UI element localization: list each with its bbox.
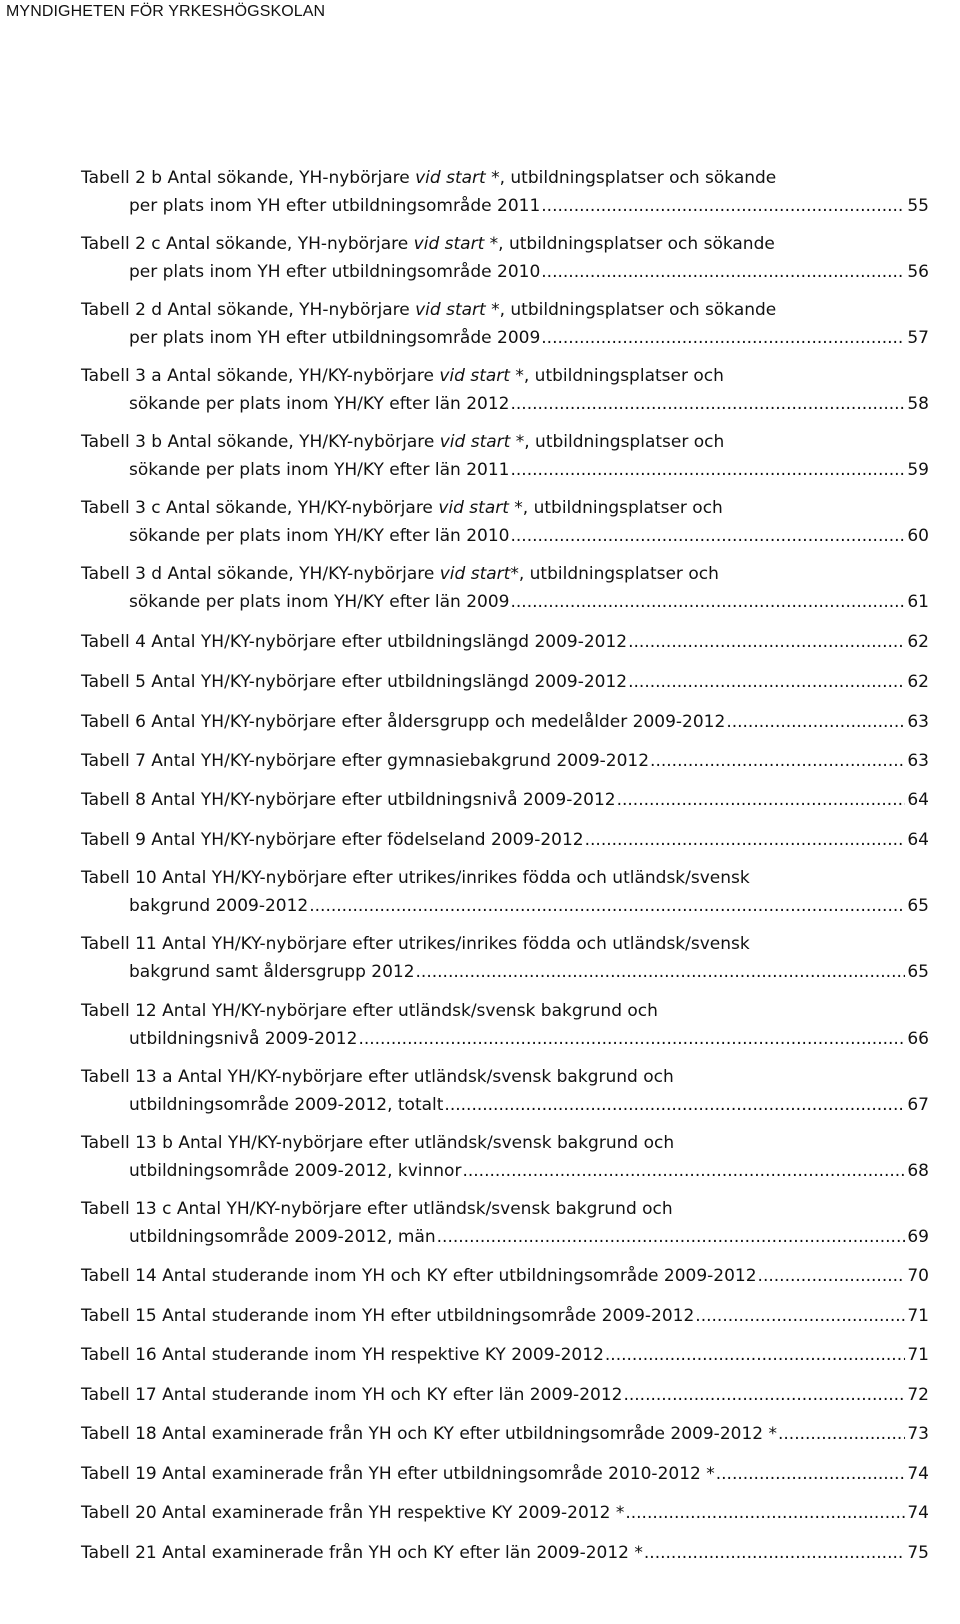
toc-entry-continuation <box>81 328 929 356</box>
toc-entry[interactable] <box>81 790 929 818</box>
toc-entry-text: utbildningsnivå 2009-2012 <box>129 1028 358 1049</box>
toc-entry[interactable] <box>81 1266 929 1294</box>
page-number: 59 <box>907 459 929 480</box>
toc-entry-continuation <box>81 460 929 488</box>
toc-entry-continuation <box>81 962 929 990</box>
toc-entry[interactable] <box>81 168 929 223</box>
page-number: 75 <box>907 1543 929 1563</box>
toc-entry-text: Tabell 6 Antal YH/KY-nybörjare efter åldersgrupp och medelålder 2009-2012 <box>81 712 726 732</box>
leader-dots <box>416 962 906 982</box>
toc-entry-title <box>81 712 929 740</box>
page-number: 58 <box>907 393 929 414</box>
page-number: 62 <box>907 632 929 652</box>
toc-entry-text: Tabell 10 Antal YH/KY-nybörjare efter utrikes/inrikes födda och utländsk/svensk <box>81 868 750 888</box>
leader-dots <box>510 526 905 546</box>
leader-dots <box>695 1306 905 1326</box>
toc-entry-text: Tabell 3 d Antal sökande, YH/KY-nybörjare vid start*, utbildningsplatser och <box>81 564 719 584</box>
toc-entry[interactable] <box>81 1424 929 1452</box>
toc-entry-text: per plats inom YH efter utbildningsområde 2010 <box>129 261 541 282</box>
toc-entry-text: Tabell 5 Antal YH/KY-nybörjare efter utbildningslängd 2009-2012 <box>81 672 628 692</box>
toc-entry-text: Tabell 14 Antal studerande inom YH och KY efter utbildningsområde 2009-2012 <box>81 1266 757 1286</box>
toc-entry-text: bakgrund 2009-2012 <box>129 895 309 916</box>
toc-entry-text: Tabell 4 Antal YH/KY-nybörjare efter utbildningslängd 2009-2012 <box>81 632 628 652</box>
leader-dots <box>585 830 906 850</box>
toc-entry-title <box>81 168 929 196</box>
toc-entry[interactable] <box>81 1001 929 1056</box>
page-number: 72 <box>907 1385 929 1405</box>
toc-entry-title <box>81 1503 929 1531</box>
page-number: 64 <box>907 790 929 810</box>
leader-dots <box>309 896 905 916</box>
toc-entry-text: utbildningsområde 2009-2012, totalt <box>129 1094 444 1115</box>
toc-entry-title <box>81 1543 929 1571</box>
toc-entry-text: Tabell 16 Antal studerande inom YH respektive KY 2009-2012 <box>81 1345 604 1365</box>
page-number: 56 <box>907 261 929 282</box>
toc-entry-text: Tabell 19 Antal examinerade från YH efter utbildningsområde 2010-2012 * <box>81 1464 715 1484</box>
toc-entry-text: Tabell 13 c Antal YH/KY-nybörjare efter utländsk/svensk bakgrund och <box>81 1199 673 1219</box>
toc-entry-text: Tabell 3 b Antal sökande, YH/KY-nybörjare vid start *, utbildningsplatser och <box>81 432 725 452</box>
page-number: 71 <box>907 1306 929 1326</box>
leader-dots <box>510 592 905 612</box>
page-number: 74 <box>907 1464 929 1484</box>
toc-entry-text: sökande per plats inom YH/KY efter län 2011 <box>129 459 510 480</box>
leader-dots <box>617 790 906 810</box>
toc-entry[interactable] <box>81 432 929 487</box>
toc-entry[interactable] <box>81 1385 929 1413</box>
page-number: 55 <box>907 195 929 216</box>
leader-dots <box>758 1266 906 1286</box>
leader-dots <box>644 1543 905 1563</box>
toc-entry-title <box>81 1067 929 1095</box>
toc-entry-text: Tabell 8 Antal YH/KY-nybörjare efter utbildningsnivå 2009-2012 <box>81 790 616 810</box>
leader-dots <box>628 632 905 652</box>
page-number: 63 <box>907 751 929 771</box>
toc-entry[interactable] <box>81 632 929 660</box>
toc-entry-text: Tabell 13 b Antal YH/KY-nybörjare efter utländsk/svensk bakgrund och <box>81 1133 675 1153</box>
page-number: 69 <box>907 1226 929 1247</box>
toc-entry[interactable] <box>81 868 929 923</box>
leader-dots <box>358 1029 905 1049</box>
toc-entry-continuation <box>81 1095 929 1123</box>
toc-entry-title <box>81 830 929 858</box>
toc-entry-text: Tabell 3 a Antal sökande, YH/KY-nybörjare vid start *, utbildningsplatser och <box>81 366 724 386</box>
toc-entry[interactable] <box>81 1067 929 1122</box>
toc-entry-title <box>81 1345 929 1373</box>
toc-entry-title <box>81 432 929 460</box>
toc-entry[interactable] <box>81 1503 929 1531</box>
toc-entry-text: bakgrund samt åldersgrupp 2012 <box>129 961 415 982</box>
toc-entry[interactable] <box>81 1306 929 1334</box>
toc-entry-text: sökande per plats inom YH/KY efter län 2010 <box>129 525 510 546</box>
toc-entry[interactable] <box>81 498 929 553</box>
toc-entry-text: Tabell 18 Antal examinerade från YH och KY efter utbildningsområde 2009-2012 * <box>81 1424 777 1444</box>
toc-entry[interactable] <box>81 1199 929 1254</box>
toc-entry-title <box>81 751 929 779</box>
toc-entry-text: utbildningsområde 2009-2012, män <box>129 1226 436 1247</box>
toc-entry-text: sökande per plats inom YH/KY efter län 2009 <box>129 591 510 612</box>
toc-entry-text: Tabell 3 c Antal sökande, YH/KY-nybörjare vid start *, utbildningsplatser och <box>81 498 723 518</box>
leader-dots <box>510 394 905 414</box>
toc-entry-title <box>81 366 929 394</box>
toc-entry-title <box>81 1306 929 1334</box>
toc-entry[interactable] <box>81 672 929 700</box>
toc-entry-continuation <box>81 196 929 224</box>
page-number: 65 <box>907 895 929 916</box>
toc-entry-continuation <box>81 526 929 554</box>
toc-entry-text: Tabell 12 Antal YH/KY-nybörjare efter utländsk/svensk bakgrund och <box>81 1001 658 1021</box>
toc-entry-title <box>81 1001 929 1029</box>
toc-entry-title <box>81 632 929 660</box>
leader-dots <box>628 672 905 692</box>
toc-entry-text: Tabell 17 Antal studerande inom YH och KY efter län 2009-2012 <box>81 1385 623 1405</box>
leader-dots <box>623 1385 905 1405</box>
page-number: 61 <box>907 591 929 612</box>
toc-entry[interactable] <box>81 564 929 619</box>
toc-entry[interactable] <box>81 1543 929 1571</box>
toc-entry-continuation <box>81 592 929 620</box>
page-number: 63 <box>907 712 929 732</box>
toc-entry-title <box>81 790 929 818</box>
toc-entry[interactable] <box>81 366 929 421</box>
toc-entry[interactable] <box>81 712 929 740</box>
toc-entry-text: per plats inom YH efter utbildningsområde 2009 <box>129 327 541 348</box>
page-number: 73 <box>907 1424 929 1444</box>
toc-entry-title <box>81 1266 929 1294</box>
leader-dots <box>650 751 905 771</box>
toc-entry-title <box>81 498 929 526</box>
toc-entry[interactable] <box>81 934 929 989</box>
page-number: 74 <box>907 1503 929 1523</box>
leader-dots <box>716 1464 906 1484</box>
toc-entry-text: Tabell 11 Antal YH/KY-nybörjare efter utrikes/inrikes födda och utländsk/svensk <box>81 934 750 954</box>
page-number: 62 <box>907 672 929 692</box>
leader-dots <box>778 1424 905 1444</box>
toc-entry-text: Tabell 21 Antal examinerade från YH och KY efter län 2009-2012 * <box>81 1543 643 1563</box>
toc-entry-title <box>81 1133 929 1161</box>
leader-dots <box>541 196 905 216</box>
page-number: 68 <box>907 1160 929 1181</box>
toc-entry-continuation <box>81 262 929 290</box>
page-number: 70 <box>907 1266 929 1286</box>
leader-dots <box>541 328 905 348</box>
toc-entry-continuation <box>81 1227 929 1255</box>
toc-entry-text: Tabell 9 Antal YH/KY-nybörjare efter födelseland 2009-2012 <box>81 830 584 850</box>
toc-entry-continuation <box>81 394 929 422</box>
toc-entry-continuation <box>81 896 929 924</box>
page-number: 71 <box>907 1345 929 1365</box>
leader-dots <box>726 712 905 732</box>
toc-entry[interactable] <box>81 1464 929 1492</box>
toc-entry-title <box>81 234 929 262</box>
toc-entry-text: utbildningsområde 2009-2012, kvinnor <box>129 1160 462 1181</box>
toc-entry[interactable] <box>81 751 929 779</box>
toc-entry-text: Tabell 2 c Antal sökande, YH-nybörjare vid start *, utbildningsplatser och sökande <box>81 234 775 254</box>
page-header: MYNDIGHETEN FÖR YRKESHÖGSKOLAN <box>6 3 326 20</box>
toc-entry-title <box>81 672 929 700</box>
toc-entry[interactable] <box>81 1133 929 1188</box>
toc-entry-title <box>81 1199 929 1227</box>
toc-entry-continuation <box>81 1029 929 1057</box>
page-number: 60 <box>907 525 929 546</box>
page-number: 57 <box>907 327 929 348</box>
toc-entry-title <box>81 1464 929 1492</box>
toc-entry-text: Tabell 13 a Antal YH/KY-nybörjare efter utländsk/svensk bakgrund och <box>81 1067 674 1087</box>
leader-dots <box>541 262 905 282</box>
toc-entry-text: Tabell 2 d Antal sökande, YH-nybörjare vid start *, utbildningsplatser och sökande <box>81 300 777 320</box>
toc-entry-text: Tabell 7 Antal YH/KY-nybörjare efter gymnasiebakgrund 2009-2012 <box>81 751 650 771</box>
toc-entry[interactable] <box>81 830 929 858</box>
page-number: 66 <box>907 1028 929 1049</box>
page-number: 67 <box>907 1094 929 1115</box>
leader-dots <box>444 1095 905 1115</box>
leader-dots <box>437 1227 906 1247</box>
toc-entry-title <box>81 934 929 962</box>
toc-entry-title <box>81 1385 929 1413</box>
toc-entry-title <box>81 1424 929 1452</box>
toc-entry-text: sökande per plats inom YH/KY efter län 2012 <box>129 393 510 414</box>
leader-dots <box>605 1345 905 1365</box>
toc-entry-title <box>81 300 929 328</box>
toc-entry-continuation <box>81 1161 929 1189</box>
leader-dots <box>510 460 905 480</box>
toc-entry[interactable] <box>81 1345 929 1373</box>
toc-entry-text: per plats inom YH efter utbildningsområde 2011 <box>129 195 541 216</box>
leader-dots <box>462 1161 905 1181</box>
toc-entry[interactable] <box>81 234 929 289</box>
toc-entry-text: Tabell 2 b Antal sökande, YH-nybörjare vid start *, utbildningsplatser och sökande <box>81 168 777 188</box>
toc-entry-text: Tabell 15 Antal studerande inom YH efter utbildningsområde 2009-2012 <box>81 1306 695 1326</box>
toc-entry-title <box>81 868 929 896</box>
leader-dots <box>625 1503 905 1523</box>
page-number: 65 <box>907 961 929 982</box>
toc-entry-text: Tabell 20 Antal examinerade från YH respektive KY 2009-2012 * <box>81 1503 625 1523</box>
toc-entry[interactable] <box>81 300 929 355</box>
toc-entry-title <box>81 564 929 592</box>
page-number: 64 <box>907 830 929 850</box>
